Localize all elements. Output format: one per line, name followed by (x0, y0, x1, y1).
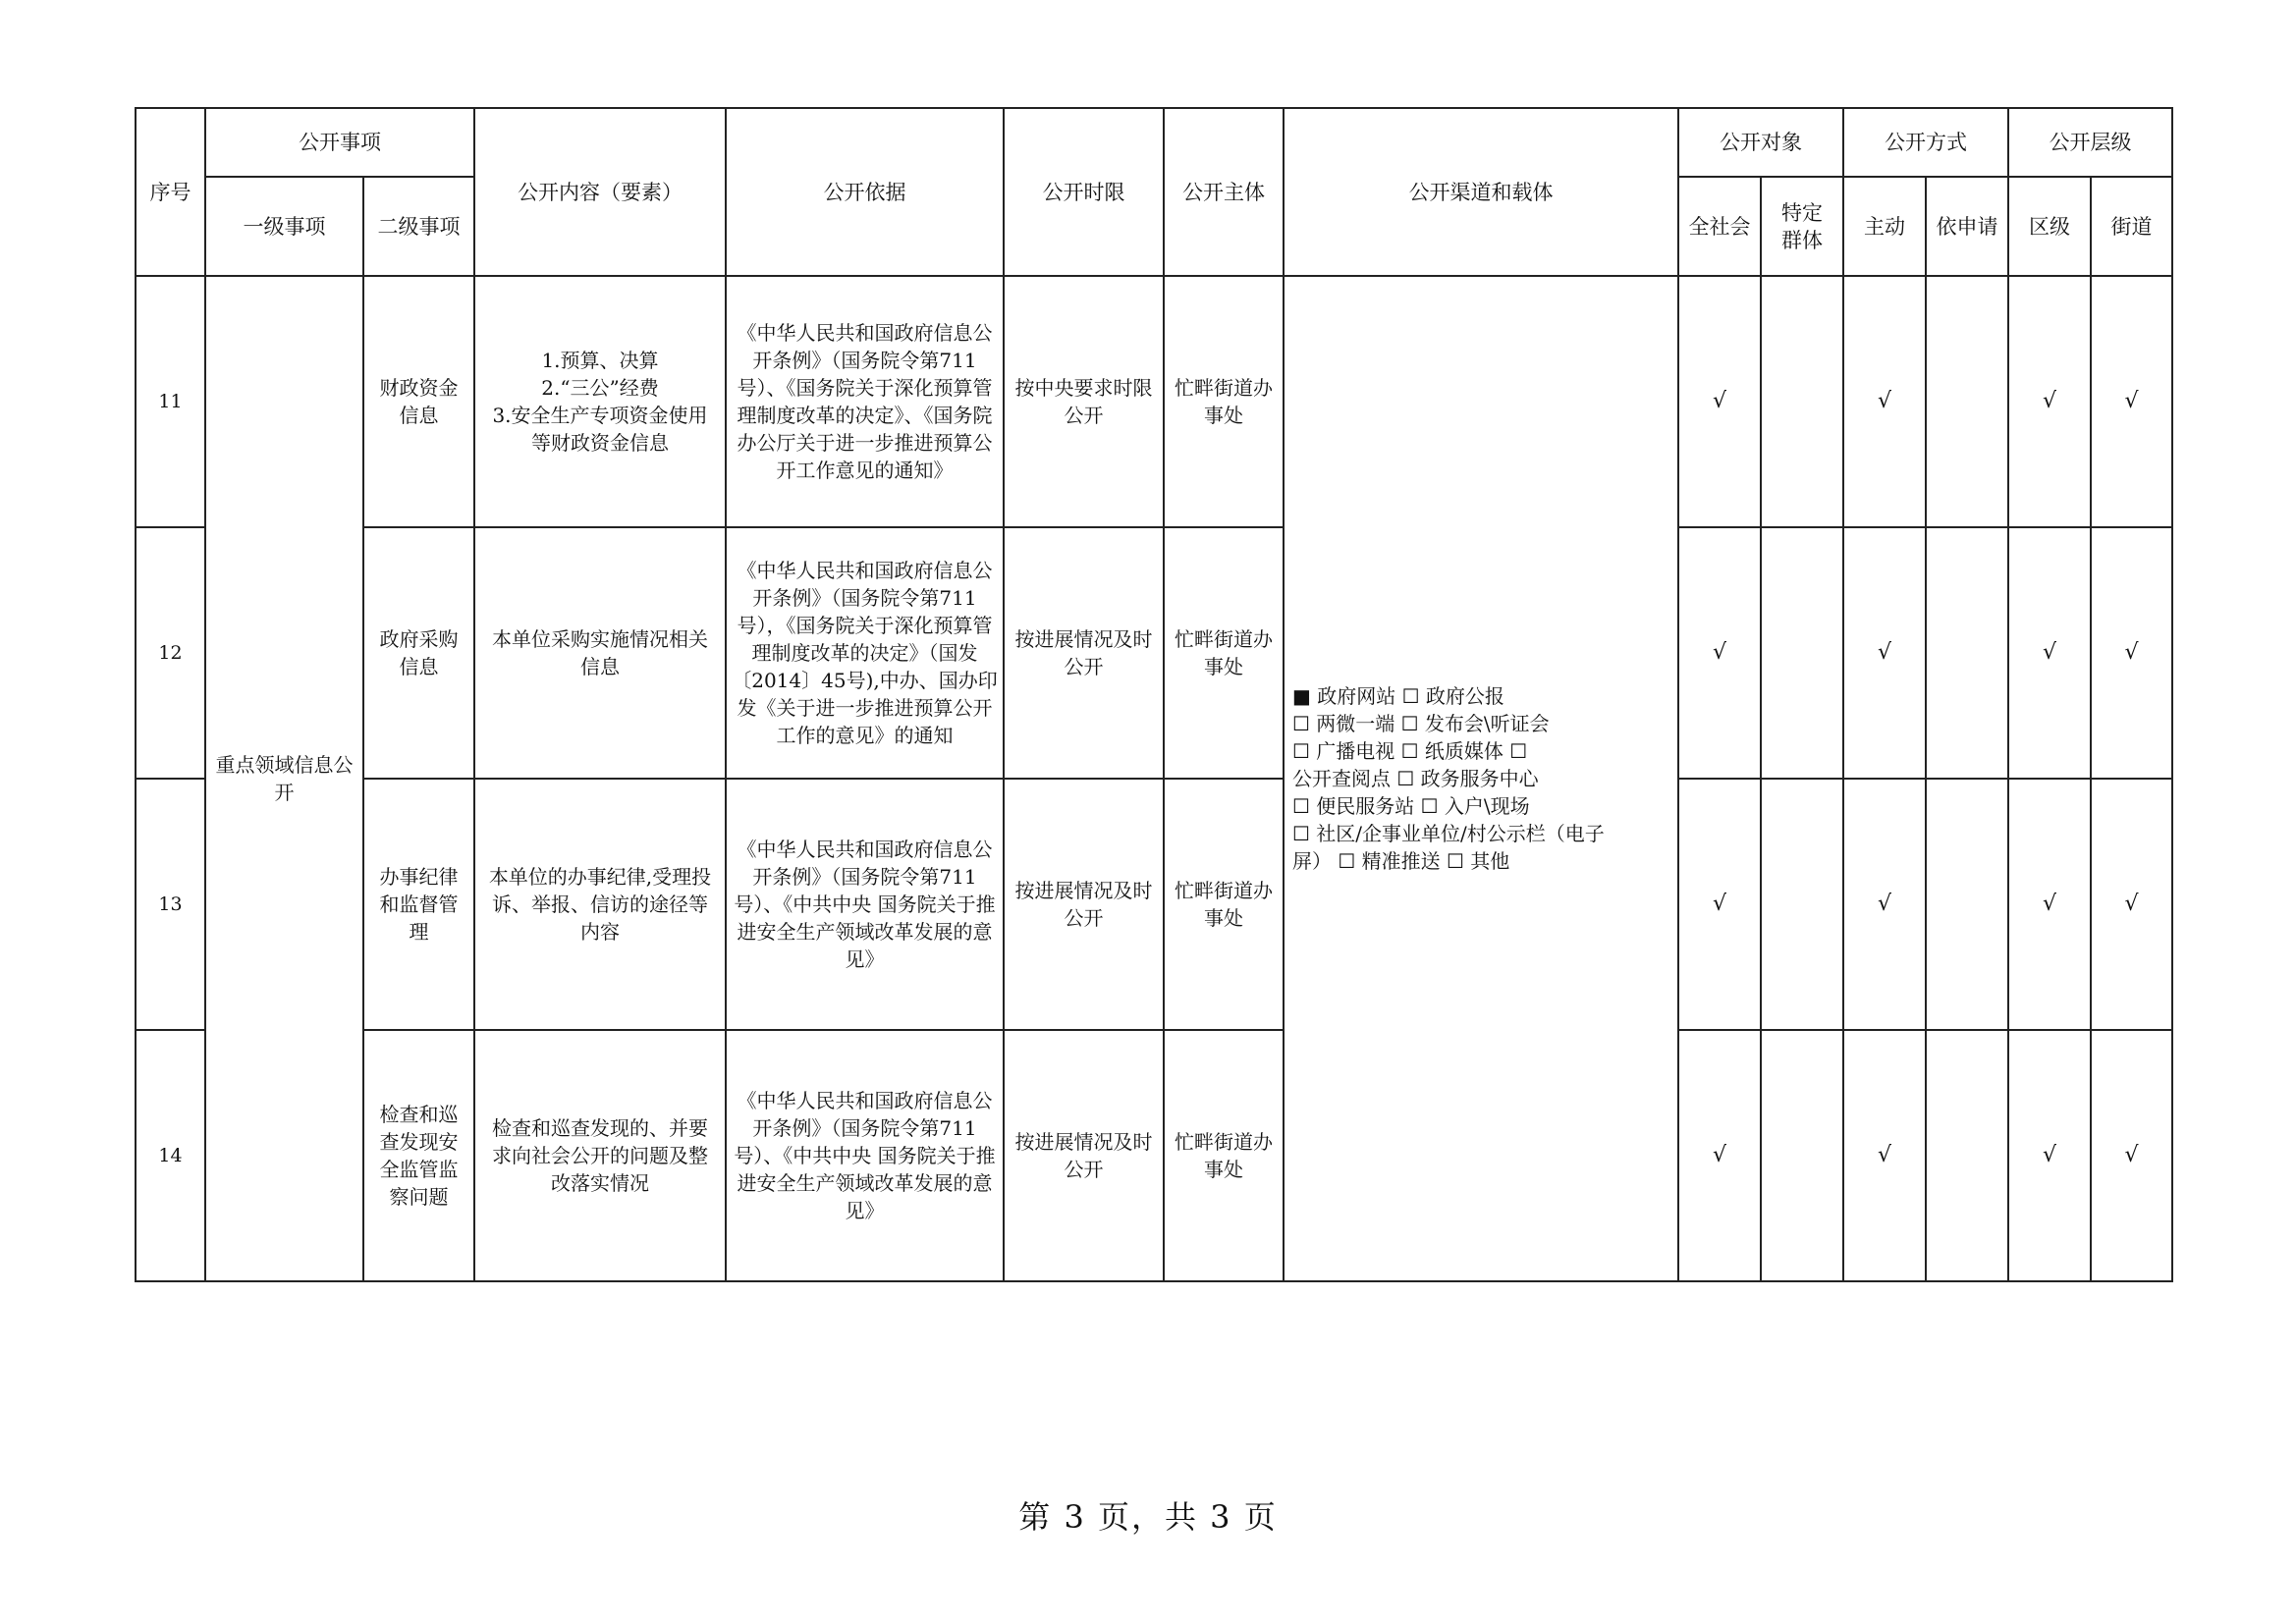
table-row (136, 1030, 2172, 1281)
table-row (136, 527, 2172, 779)
channel-line: 公开查阅点 ☐ 政务服务中心 (1292, 767, 1539, 790)
time-limit-cell (1004, 1030, 1164, 1281)
subject-cell (1164, 779, 1284, 1030)
check-audience-all: √ (1678, 779, 1761, 1030)
level2-item-label: 办事纪律和监督管理 (379, 865, 459, 944)
empty-audience-specific (1761, 1030, 1843, 1281)
subject-text: 忙畔街道办事处 (1175, 1130, 1273, 1181)
channel-line: ☐ 两微一端 ☐ 发布会\听证会 (1292, 712, 1550, 735)
content-text: 1.预算、决算 2.“三公”经费 3.安全生产专项资金使用等财政资金信息 (492, 349, 708, 455)
channel-line: ■ 政府网站 ☐ 政府公报 (1292, 684, 1504, 708)
header-method-active: 主动 (1843, 177, 1926, 276)
level2-item (363, 276, 474, 527)
content-text: 本单位采购实施情况相关信息 (492, 627, 708, 678)
empty-method-apply (1926, 527, 2008, 779)
time-limit-text: 按进展情况及时公开 (1014, 627, 1153, 678)
header-audience-group: 公开对象 (1678, 108, 1843, 177)
header-level1: 一级事项 (205, 177, 363, 276)
level2-item (363, 527, 474, 779)
header-subject: 公开主体 (1164, 108, 1284, 276)
header-audience-specific-label: 特定群体 (1781, 200, 1823, 252)
level2-item (363, 1030, 474, 1281)
check-level-district: √ (2008, 779, 2091, 1030)
time-limit-text: 按进展情况及时公开 (1014, 1130, 1153, 1181)
check-method-active: √ (1843, 779, 1926, 1030)
header-method-group: 公开方式 (1843, 108, 2008, 177)
header-method-apply: 依申请 (1926, 177, 2008, 276)
header-audience-all: 全社会 (1678, 177, 1761, 276)
row-number: 11 (136, 276, 205, 527)
level2-item (363, 779, 474, 1030)
header-level-district: 区级 (2008, 177, 2091, 276)
table-row (136, 779, 2172, 1030)
subject-text: 忙畔街道办事处 (1175, 879, 1273, 930)
content-cell (474, 779, 726, 1030)
channel-line: ☐ 便民服务站 ☐ 入户\现场 (1292, 794, 1530, 818)
time-limit-cell (1004, 276, 1164, 527)
check-method-active: √ (1843, 527, 1926, 779)
check-level-district: √ (2008, 276, 2091, 527)
time-limit-text: 按中央要求时限公开 (1014, 376, 1153, 427)
empty-audience-specific (1761, 779, 1843, 1030)
header-basis: 公开依据 (726, 108, 1004, 276)
level2-item-label: 政府采购信息 (379, 627, 459, 678)
time-limit-cell (1004, 527, 1164, 779)
check-method-active: √ (1843, 1030, 1926, 1281)
header-level2: 二级事项 (363, 177, 474, 276)
time-limit-text: 按进展情况及时公开 (1014, 879, 1153, 930)
content-text: 检查和巡查发现的、并要求向社会公开的问题及整改落实情况 (492, 1116, 708, 1195)
check-method-active: √ (1843, 276, 1926, 527)
subject-text: 忙畔街道办事处 (1175, 376, 1273, 427)
check-audience-all: √ (1678, 276, 1761, 527)
time-limit-cell (1004, 779, 1164, 1030)
check-level-street: √ (2091, 779, 2172, 1030)
header-level-group: 公开层级 (2008, 108, 2172, 177)
check-audience-all: √ (1678, 1030, 1761, 1281)
subject-text: 忙畔街道办事处 (1175, 627, 1273, 678)
empty-audience-specific (1761, 527, 1843, 779)
subject-cell (1164, 527, 1284, 779)
empty-audience-specific (1761, 276, 1843, 527)
subject-cell (1164, 1030, 1284, 1281)
header-level-street: 街道 (2091, 177, 2172, 276)
content-cell (474, 527, 726, 779)
basis-cell: 《中华人民共和国政府信息公开条例》（国务院令第711号）、《中共中央 国务院关于推进安全生产领域改革发展的意见》 (726, 1030, 1004, 1281)
row-number: 14 (136, 1030, 205, 1281)
level1-item-label: 重点领域信息公开 (215, 753, 354, 804)
header-audience-specific (1761, 177, 1843, 276)
check-level-street: √ (2091, 276, 2172, 527)
check-level-street: √ (2091, 1030, 2172, 1281)
basis-cell: 《中华人民共和国政府信息公开条例》（国务院令第711号）、《中共中央 国务院关于推进安全生产领域改革发展的意见》 (726, 779, 1004, 1030)
empty-method-apply (1926, 779, 2008, 1030)
channel-line: 屏） ☐ 精准推送 ☐ 其他 (1292, 849, 1510, 873)
empty-method-apply (1926, 1030, 2008, 1281)
row-number: 12 (136, 527, 205, 779)
content-cell (474, 1030, 726, 1281)
table-row (136, 276, 2172, 527)
header-items-group: 公开事项 (205, 108, 474, 177)
channels-cell (1284, 276, 1678, 1281)
level1-item (205, 276, 363, 1281)
channel-line: ☐ 广播电视 ☐ 纸质媒体 ☐ (1292, 739, 1528, 763)
check-level-street: √ (2091, 527, 2172, 779)
disclosure-table (135, 107, 2173, 1282)
header-seq: 序号 (136, 108, 205, 276)
basis-cell: 《中华人民共和国政府信息公开条例》（国务院令第711号），《国务院关于深化预算管理制度改革的决定》（国发〔2014〕45号),中办、国办印发《关于进一步推进预算公开工作的意见》的通知 (726, 527, 1004, 779)
header-time-limit: 公开时限 (1004, 108, 1164, 276)
page-footer: 第 3 页，共 3 页 (1018, 1498, 1278, 1536)
level2-item-label: 检查和巡查发现安全监管监察问题 (379, 1103, 459, 1209)
empty-method-apply (1926, 276, 2008, 527)
subject-cell (1164, 276, 1284, 527)
header-channels: 公开渠道和载体 (1284, 108, 1678, 276)
channel-line: ☐ 社区/企事业单位/村公示栏（电子 (1292, 822, 1605, 845)
level2-item-label: 财政资金信息 (379, 376, 459, 427)
header-content: 公开内容（要素） (474, 108, 726, 276)
check-audience-all: √ (1678, 527, 1761, 779)
content-cell (474, 276, 726, 527)
basis-cell: 《中华人民共和国政府信息公开条例》（国务院令第711号）、《国务院关于深化预算管理制度改革的决定》、《国务院办公厅关于进一步推进预算公开工作意见的通知》 (726, 276, 1004, 527)
check-level-district: √ (2008, 527, 2091, 779)
row-number: 13 (136, 779, 205, 1030)
content-text: 本单位的办事纪律,受理投诉、举报、信访的途径等内容 (488, 865, 712, 944)
check-level-district: √ (2008, 1030, 2091, 1281)
